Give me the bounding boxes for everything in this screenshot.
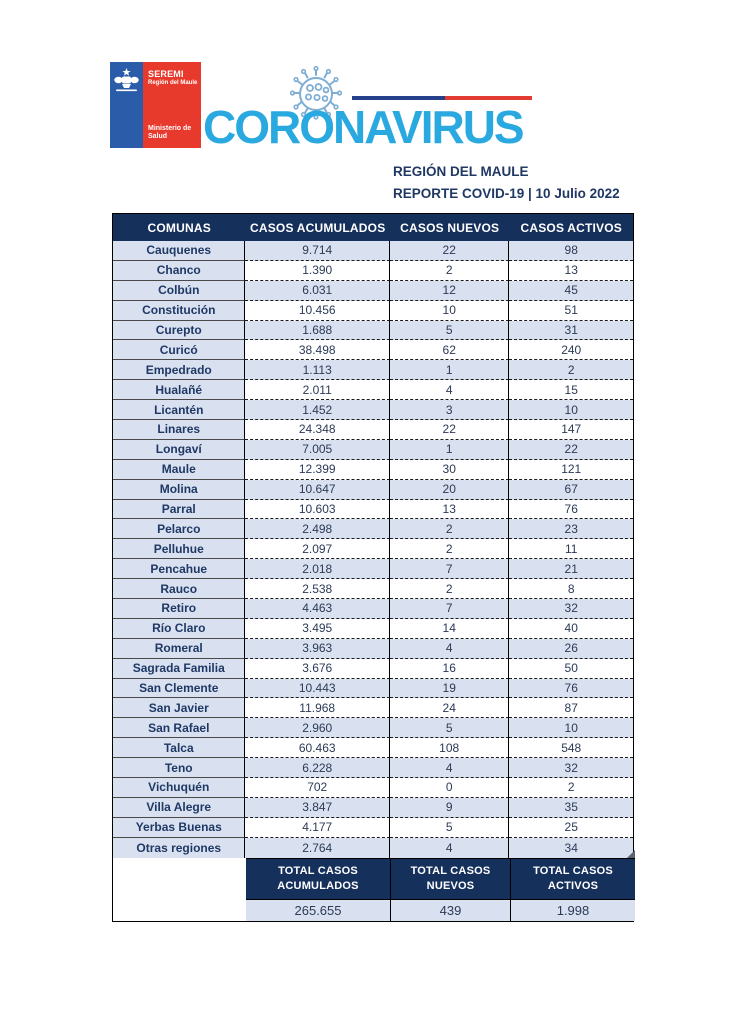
cell-casos-acumulados: 12.399 <box>245 460 389 480</box>
table-row <box>113 798 633 818</box>
cell-casos-nuevos: 14 <box>390 619 510 639</box>
cell-casos-acumulados: 9.714 <box>245 241 389 261</box>
table-body <box>113 241 633 858</box>
cell-casos-activos: 50 <box>509 659 633 679</box>
cell-casos-nuevos: 13 <box>390 500 510 520</box>
cell-casos-nuevos: 2 <box>390 579 510 599</box>
cell-casos-activos: 40 <box>509 619 633 639</box>
table-row <box>113 599 633 619</box>
cell-casos-acumulados: 4.463 <box>245 599 389 619</box>
cell-casos-activos: 25 <box>509 818 633 838</box>
cell-comuna: Pencahue <box>113 559 245 579</box>
table-row <box>113 480 633 500</box>
cell-casos-nuevos: 10 <box>390 301 510 321</box>
column-header-activos: CASOS ACTIVOS <box>520 220 622 235</box>
cell-comuna: Vichuquén <box>113 778 245 798</box>
cell-casos-activos: 11 <box>509 539 633 559</box>
cell-comuna: Longaví <box>113 440 245 460</box>
cell-casos-activos: 32 <box>509 758 633 778</box>
cell-casos-activos: 67 <box>509 480 633 500</box>
cell-casos-activos: 13 <box>509 261 633 281</box>
cell-comuna: San Javier <box>113 698 245 718</box>
cell-comuna: Rauco <box>113 579 245 599</box>
cell-casos-activos: 2 <box>509 360 633 380</box>
table-row <box>113 241 633 261</box>
cell-casos-acumulados: 11.968 <box>245 698 389 718</box>
cell-casos-acumulados: 2.960 <box>245 718 389 738</box>
cell-casos-activos: 10 <box>509 718 633 738</box>
report-meta <box>393 161 620 205</box>
cell-casos-nuevos: 0 <box>390 778 510 798</box>
cell-casos-activos: 8 <box>509 579 633 599</box>
logo-red-band <box>143 62 201 148</box>
cell-comuna: Villa Alegre <box>113 798 245 818</box>
cell-casos-acumulados: 1.390 <box>245 261 389 281</box>
table-row <box>113 818 633 838</box>
page-title: CORONAVIRUS <box>203 101 523 153</box>
table-row <box>113 519 633 539</box>
cell-comuna: Empedrado <box>113 360 245 380</box>
total-acumulados-label: TOTAL CASOS ACUMULADOS <box>246 859 391 899</box>
cell-casos-acumulados: 2.538 <box>245 579 389 599</box>
cell-comuna: Linares <box>113 420 245 440</box>
cell-casos-nuevos: 62 <box>390 340 510 360</box>
cell-casos-acumulados: 1.113 <box>245 360 389 380</box>
cell-casos-acumulados: 6.228 <box>245 758 389 778</box>
cell-comuna: Maule <box>113 460 245 480</box>
table-row <box>113 838 633 858</box>
table-row <box>113 340 633 360</box>
coat-of-arms-icon <box>113 67 140 93</box>
table-row <box>113 758 633 778</box>
total-activos-value: 1.998 <box>556 902 590 918</box>
cell-casos-activos: 22 <box>509 440 633 460</box>
cell-casos-activos: 240 <box>509 340 633 360</box>
column-header-comunas: COMUNAS <box>147 220 211 235</box>
cell-casos-nuevos: 1 <box>390 440 510 460</box>
table-row <box>113 321 633 341</box>
totals-values-row <box>246 899 635 921</box>
cell-comuna: Sagrada Familia <box>113 659 245 679</box>
table-row <box>113 718 633 738</box>
cell-casos-acumulados: 10.456 <box>245 301 389 321</box>
cell-casos-activos: 23 <box>509 519 633 539</box>
cell-casos-acumulados: 702 <box>245 778 389 798</box>
cell-casos-acumulados: 6.031 <box>245 281 389 301</box>
cell-casos-activos: 98 <box>509 241 633 261</box>
cell-comuna: Licantén <box>113 400 245 420</box>
cell-casos-activos: 34 <box>509 838 633 858</box>
logo-seremi-text: SEREMI <box>148 69 184 79</box>
cell-casos-acumulados: 2.018 <box>245 559 389 579</box>
cell-comuna: Cauquenes <box>113 241 245 261</box>
cell-casos-activos: 51 <box>509 301 633 321</box>
totals-header-row <box>246 859 635 899</box>
cell-casos-activos: 87 <box>509 698 633 718</box>
total-nuevos-label: TOTAL CASOS NUEVOS <box>391 859 511 899</box>
cell-casos-activos: 10 <box>509 400 633 420</box>
total-activos-label: TOTAL CASOS ACTIVOS <box>533 864 613 892</box>
cell-casos-acumulados: 3.676 <box>245 659 389 679</box>
cell-casos-activos: 35 <box>509 798 633 818</box>
totals-section <box>246 858 635 921</box>
cell-casos-acumulados: 60.463 <box>245 738 389 758</box>
cell-comuna: Romeral <box>113 639 245 659</box>
total-acumulados-value: 265.655 <box>246 900 391 921</box>
cell-casos-activos: 121 <box>509 460 633 480</box>
cell-comuna: Parral <box>113 500 245 520</box>
table-header-row <box>113 214 633 241</box>
table-row <box>113 500 633 520</box>
cell-casos-acumulados: 24.348 <box>245 420 389 440</box>
cell-casos-activos: 2 <box>509 778 633 798</box>
cell-comuna: Teno <box>113 758 245 778</box>
cell-casos-nuevos: 20 <box>390 480 510 500</box>
cell-casos-acumulados: 10.603 <box>245 500 389 520</box>
table-row <box>113 778 633 798</box>
table-row <box>113 440 633 460</box>
cell-casos-acumulados: 2.764 <box>245 838 389 858</box>
cell-comuna: San Clemente <box>113 679 245 699</box>
table-row <box>113 679 633 699</box>
column-header-acumulados: CASOS ACUMULADOS <box>249 220 386 235</box>
table-row <box>113 360 633 380</box>
cell-casos-nuevos: 4 <box>390 380 510 400</box>
cell-casos-acumulados: 38.498 <box>245 340 389 360</box>
cell-comuna: Constitución <box>113 301 245 321</box>
cell-casos-activos: 548 <box>509 738 633 758</box>
cell-casos-activos: 76 <box>509 500 633 520</box>
seremi-logo <box>110 62 201 148</box>
table-row <box>113 559 633 579</box>
cell-casos-nuevos: 5 <box>390 321 510 341</box>
cell-comuna: Curepto <box>113 321 245 341</box>
cell-casos-nuevos: 24 <box>390 698 510 718</box>
cell-casos-activos: 21 <box>509 559 633 579</box>
table-row <box>113 738 633 758</box>
table-row <box>113 400 633 420</box>
cell-comuna: Colbún <box>113 281 245 301</box>
cell-casos-nuevos: 108 <box>390 738 510 758</box>
table-row <box>113 380 633 400</box>
cell-comuna: Molina <box>113 480 245 500</box>
table-row <box>113 698 633 718</box>
cell-casos-acumulados: 2.498 <box>245 519 389 539</box>
cell-comuna: Chanco <box>113 261 245 281</box>
cell-comuna: Retiro <box>113 599 245 619</box>
cell-comuna: Otras regiones <box>113 838 245 858</box>
table-row <box>113 281 633 301</box>
cell-casos-acumulados: 3.963 <box>245 639 389 659</box>
cell-casos-activos: 45 <box>509 281 633 301</box>
logo-region-text: Región del Maule <box>148 80 198 86</box>
cell-casos-nuevos: 4 <box>390 838 510 858</box>
table-row <box>113 420 633 440</box>
cell-casos-nuevos: 3 <box>390 400 510 420</box>
cell-casos-acumulados: 3.847 <box>245 798 389 818</box>
cell-casos-nuevos: 5 <box>390 818 510 838</box>
table-row <box>113 301 633 321</box>
cell-comuna: Curicó <box>113 340 245 360</box>
cell-casos-acumulados: 4.177 <box>245 818 389 838</box>
table-row <box>113 539 633 559</box>
table-row <box>113 619 633 639</box>
cell-comuna: San Rafael <box>113 718 245 738</box>
region-title: REGIÓN DEL MAULE <box>393 164 529 179</box>
cell-casos-nuevos: 1 <box>390 360 510 380</box>
cell-casos-acumulados: 10.443 <box>245 679 389 699</box>
cell-casos-nuevos: 22 <box>390 241 510 261</box>
cell-casos-nuevos: 22 <box>390 420 510 440</box>
cell-casos-activos: 26 <box>509 639 633 659</box>
covid-cases-table <box>112 213 634 922</box>
logo-ministry-text: Ministerio de Salud <box>148 125 192 140</box>
table-row <box>113 261 633 281</box>
logo-blue-band <box>110 62 143 148</box>
cell-casos-nuevos: 4 <box>390 639 510 659</box>
cell-casos-activos: 31 <box>509 321 633 341</box>
cell-casos-acumulados: 1.452 <box>245 400 389 420</box>
cell-casos-activos: 32 <box>509 599 633 619</box>
cell-comuna: Pelluhue <box>113 539 245 559</box>
column-header-nuevos: CASOS NUEVOS <box>400 220 500 235</box>
cell-comuna: Yerbas Buenas <box>113 818 245 838</box>
table-row <box>113 460 633 480</box>
cell-comuna: Río Claro <box>113 619 245 639</box>
cell-casos-activos: 15 <box>509 380 633 400</box>
report-subtitle: REPORTE COVID-19 | 10 Julio 2022 <box>393 186 620 201</box>
cell-casos-activos: 147 <box>509 420 633 440</box>
cell-comuna: Talca <box>113 738 245 758</box>
cell-casos-acumulados: 7.005 <box>245 440 389 460</box>
cell-casos-nuevos: 2 <box>390 519 510 539</box>
total-nuevos-value: 439 <box>391 900 511 921</box>
cell-casos-acumulados: 1.688 <box>245 321 389 341</box>
cell-casos-activos: 76 <box>509 679 633 699</box>
cell-casos-nuevos: 19 <box>390 679 510 699</box>
cell-comuna: Pelarco <box>113 519 245 539</box>
cell-casos-nuevos: 12 <box>390 281 510 301</box>
cell-casos-nuevos: 7 <box>390 599 510 619</box>
cell-casos-nuevos: 30 <box>390 460 510 480</box>
cell-casos-nuevos: 4 <box>390 758 510 778</box>
table-row <box>113 659 633 679</box>
cell-casos-nuevos: 7 <box>390 559 510 579</box>
cell-casos-acumulados: 2.011 <box>245 380 389 400</box>
table-row <box>113 579 633 599</box>
cell-casos-acumulados: 3.495 <box>245 619 389 639</box>
cell-casos-nuevos: 9 <box>390 798 510 818</box>
cell-comuna: Hualañé <box>113 380 245 400</box>
cell-casos-nuevos: 16 <box>390 659 510 679</box>
cell-casos-acumulados: 10.647 <box>245 480 389 500</box>
cell-casos-nuevos: 2 <box>390 539 510 559</box>
cell-casos-nuevos: 5 <box>390 718 510 738</box>
cell-casos-acumulados: 2.097 <box>245 539 389 559</box>
cell-casos-nuevos: 2 <box>390 261 510 281</box>
table-row <box>113 639 633 659</box>
